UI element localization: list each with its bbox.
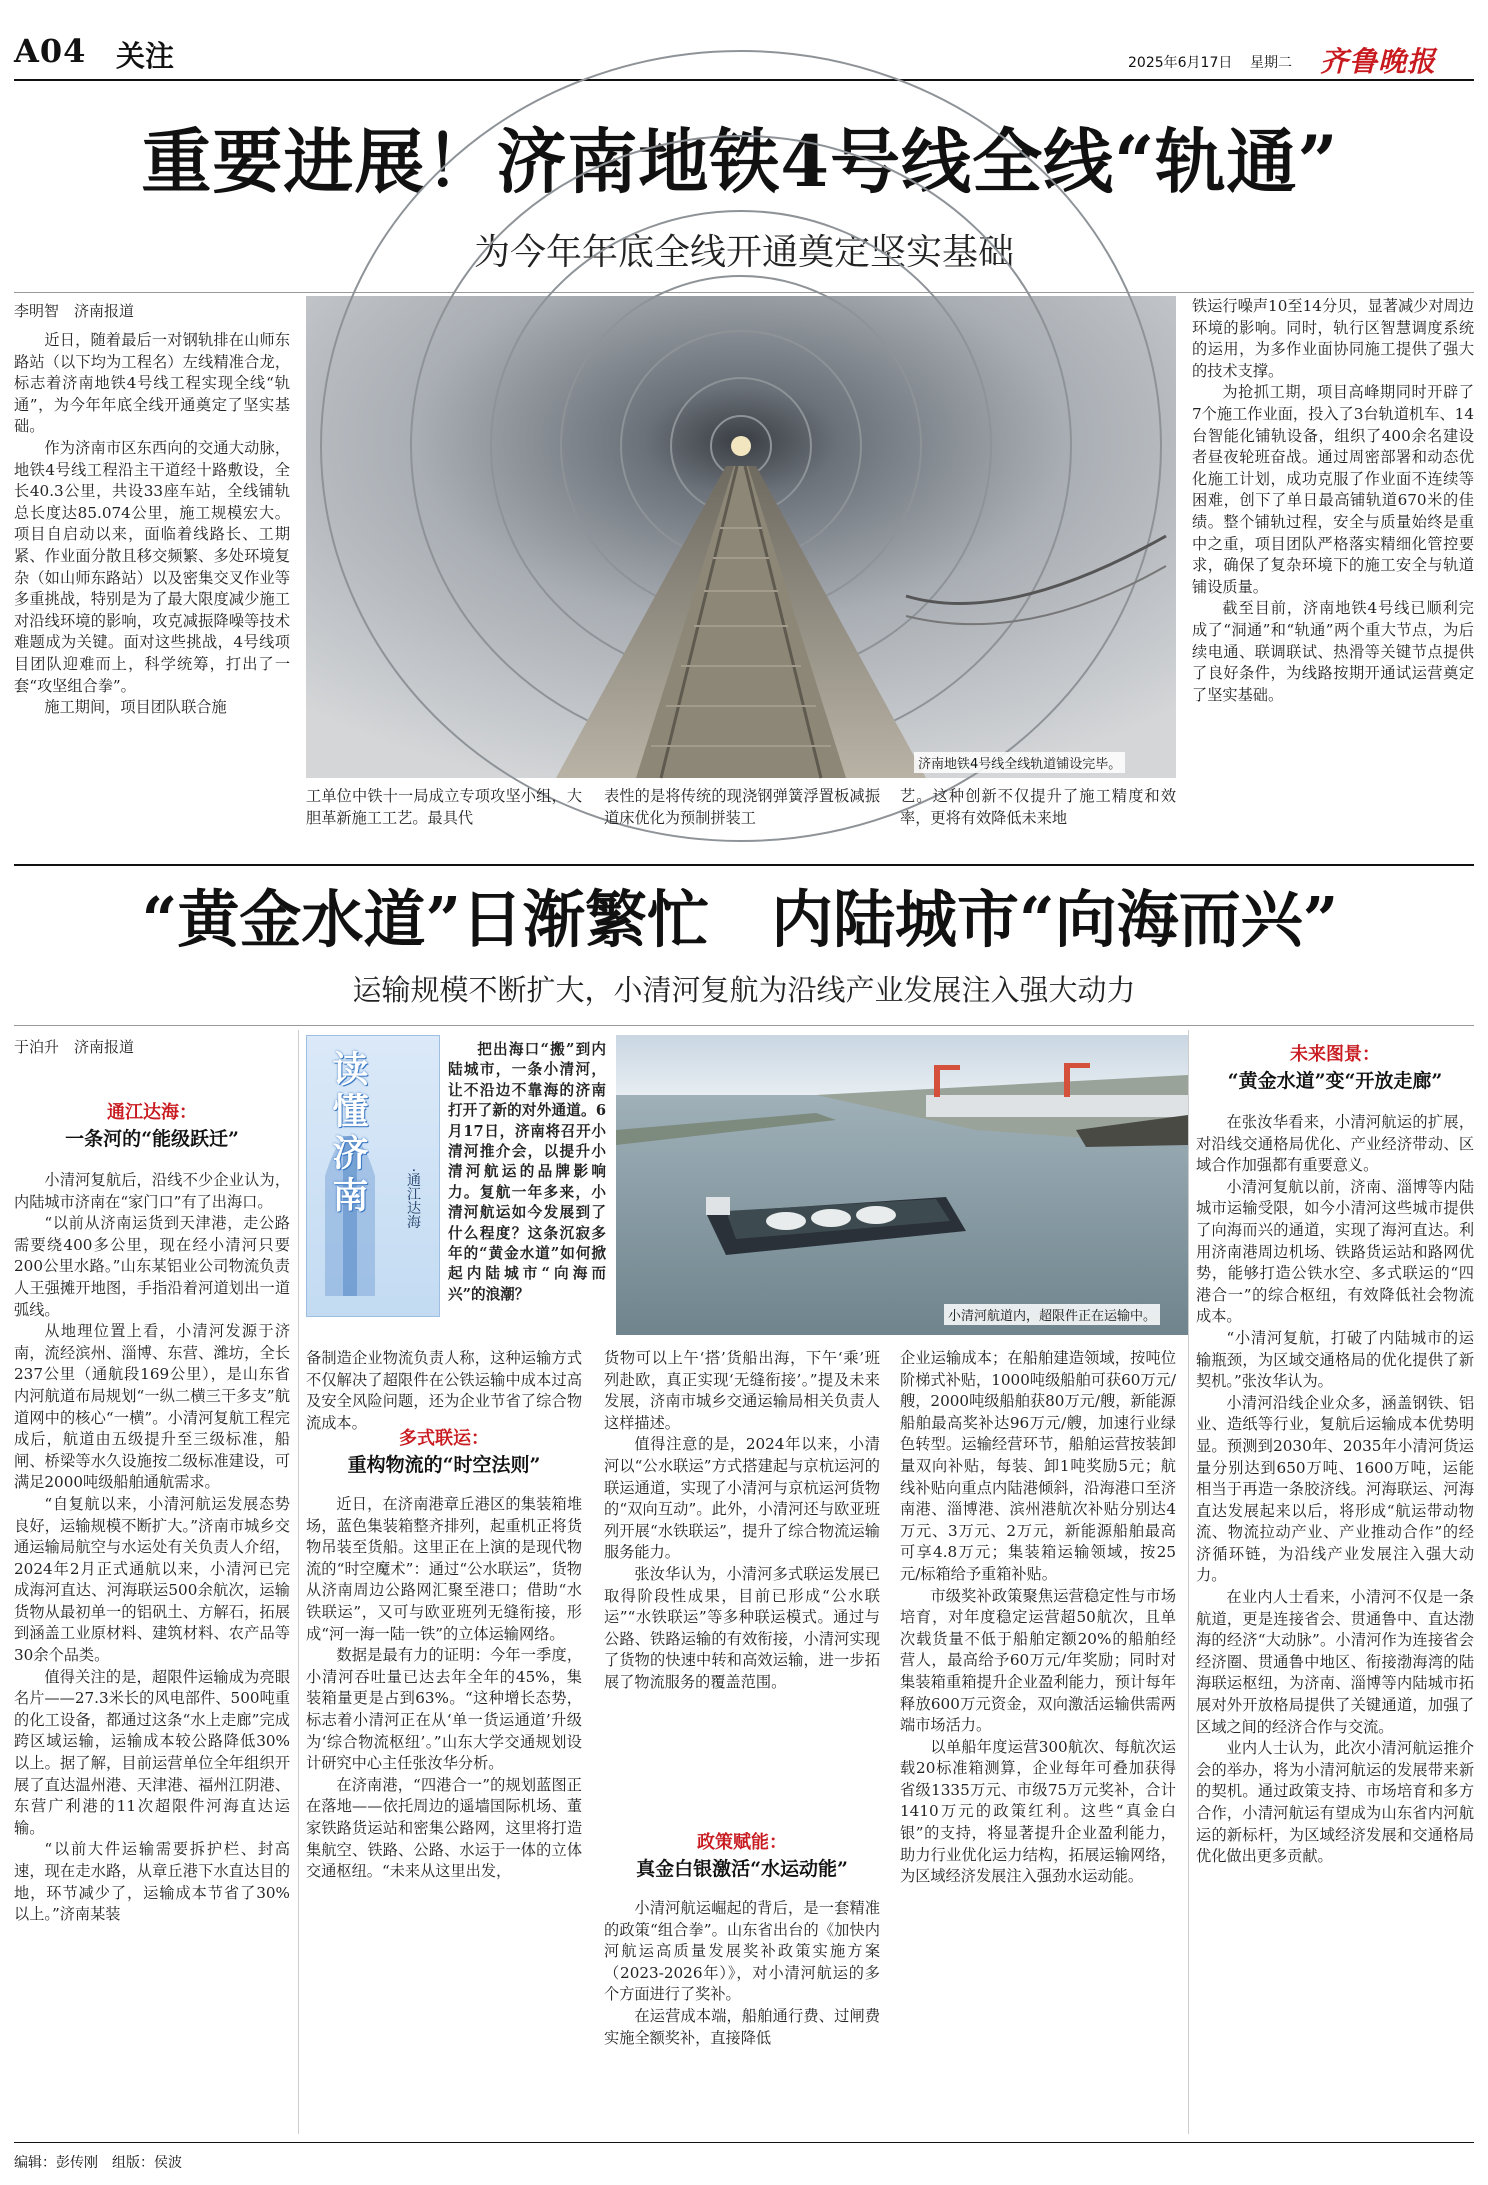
paragraph: 市级奖补政策聚焦运营稳定性与市场培育，对年度稳定运营超50航次，且单次载货量不低于船舶定额20%的船舶经营人，最高给予60万元/年奖励；同时对集装箱重箱提升企业盈利能力，预计每年释放600万元资金，双向激活运输供需两端市场活力。 xyxy=(900,1586,1176,1735)
article2-column-3 xyxy=(604,1348,880,1820)
section-name: 关注 xyxy=(116,39,175,73)
article1-byline: 李明智 济南报道 xyxy=(14,302,135,320)
article1-column-4 xyxy=(900,786,1176,846)
masthead-logo: 齐鲁晚报 xyxy=(1320,45,1437,78)
article2-top-rule xyxy=(14,1025,1474,1026)
article1-column-5 xyxy=(1192,296,1474,852)
article2-intro xyxy=(448,1040,606,1330)
article2-column-2a xyxy=(306,1348,582,1432)
paragraph: 在运营成本端，船舶通行费、过闸费实施全额奖补，直接降低 xyxy=(604,2006,880,2047)
page-number: A04 xyxy=(14,32,87,70)
paragraph: 小清河航运崛起的背后，是一套精准的政策“组合拳”。山东省出台的《加快内河航运高质量发展奖补政策实施方案（2023-2026年）》，对小清河航运的多个方面进行了奖补。 xyxy=(604,1899,880,2004)
editor-credit: 编辑：彭传刚 组版：侯波 xyxy=(14,2155,182,2171)
article2-photo-caption: 小清河航道内，超限件正在运输中。 xyxy=(944,1304,1160,1325)
section-title: 一条河的“能级跃迁” xyxy=(65,1128,239,1150)
article1-headline: 重要进展！济南地铁4号线全线“轨通” xyxy=(141,120,1339,203)
paragraph: 小清河沿线企业众多，涵盖钢铁、铝业、造纸等行业，复航后运输成本优势明显。预测到2030年、2035年小清河货运量分别达到650万吨、1600万吨，运能相当于再造一条胶济线。河海联运、河海直达发展起来以后，将形成“航运带动物流、物流拉动产业、产业推动合作”的经济循环链，为沿线产业发展注入强大动力。 xyxy=(1196,1393,1474,1585)
section-label: 通江达海： xyxy=(107,1102,197,1123)
article1-column-2 xyxy=(306,786,582,846)
paragraph: 在张汝华看来，小清河航运的扩展，对沿线交通格局优化、产业经济带动、区域合作加强都有重要意义。 xyxy=(1196,1113,1474,1175)
paragraph: “小清河复航，打破了内陆城市的运输瓶颈，为区域交通格局的优化提供了新契机。”张汝华认为。 xyxy=(1196,1328,1474,1391)
section-heading-4 xyxy=(1196,1040,1474,1093)
paragraph: 铁运行噪声10至14分贝，显著减少对周边环境的影响。同时，轨行区智慧调度系统的运用，为多作业面协同施工提供了强大的技术支撑。 xyxy=(1192,297,1474,380)
paragraph: 小清河复航以前，济南、淄博等内陆城市运输受限，如今小清河这些城市提供了向海而兴的通道，实现了海河直达。利用济南港周边机场、铁路货运站和路网优势，能够打造公铁水空、多式联运的“四港合一”的综合枢纽，有效降低社会物流成本。 xyxy=(1196,1177,1474,1326)
paragraph: 在业内人士看来，小清河不仅是一条航道，更是连接省会、贯通鲁中、直达渤海的经济“大动脉”。小清河作为连接省会经济圈、贯通鲁中地区、衔接渤海湾的陆海联运枢纽，为济南、淄博等内陆城市拓展对外开放格局提供了关键通道，加强了区域之间的经济合作与交流。 xyxy=(1196,1588,1474,1736)
article2-byline: 于泊升 济南报道 xyxy=(14,1038,135,1056)
column-separator xyxy=(1188,1030,1189,2134)
paragraph: 数据是最有力的证明：今年一季度，小清河吞吐量已达去年全年的45%，集装箱量更是占到63%。“这种增长态势，标志着小清河正在从‘单一货运通道’升级为‘综合物流枢纽’。”山东大学交通规划设计研究中心主任张汝华分析。 xyxy=(306,1646,582,1773)
badge-subtitle: ·通江达海 xyxy=(405,1168,421,1229)
paragraph: 在济南港，“四港合一”的规划蓝图正在落地——依托周边的遥墙国际机场、董家铁路货运站和密集公路网，这里将打造集航空、铁路、公路、水运于一体的立体交通枢纽。“未来从这里出发， xyxy=(306,1775,582,1881)
river-photo xyxy=(616,1035,1188,1335)
paragraph: 以单船年度运营300航次、每航次运载20标准箱测算，企业每年可叠加获得省级1335万元、市级75万元奖补，合计1410万元的政策红利。这些“真金白银”的支持，将显著提升企业盈利能力，助力行业优化运力结构，拓展运输网络，为区域经济发展注入强劲水运动能。 xyxy=(900,1737,1176,1886)
column-separator xyxy=(298,1030,299,2134)
paragraph: 把出海口“搬”到内陆城市，一条小清河，让不沿边不靠海的济南打开了新的对外通道。6月17日，济南将召开小清河推介会，以提升小清河航运的品牌影响力。复航一年多来，小清河航运如今发展到了什么程度？这条沉寂多年的“黄金水道”如何掀起内陆城市“向海而兴”的浪潮？ xyxy=(448,1041,606,1303)
section-label: 政策赋能： xyxy=(697,1832,787,1853)
section-heading-3 xyxy=(604,1828,880,1881)
paragraph: 业内人士认为，此次小清河航运推介会的举办，将为小清河航运的发展带来新的契机。通过政策支持、市场培育和多方合作，小清河航运有望成为山东省内河航运的新标杆，为区域经济发展和交通格局优化做出更多贡献。 xyxy=(1196,1739,1474,1866)
paragraph: 张汝华认为，小清河多式联运发展已取得阶段性成果，目前已形成“公水联运”“水铁联运”等多种联运模式。通过与公路、铁路运输的有效衔接，小清河实现了货物的快速中转和高效运输，进一步拓展了物流服务的覆盖范围。 xyxy=(604,1564,880,1691)
paragraph: 值得关注的是，超限件运输成为亮眼名片——27.3米长的风电部件、500吨重的化工设备，都通过这条“水上走廊”完成跨区域运输，运输成本较公路降低30%以上。据了解，目前运营单位全年组织开展了直达温州港、天津港、福州江阴港、东营广利港的11次超限件河海直达运输。 xyxy=(14,1667,290,1837)
paragraph: 小清河复航后，沿线不少企业认为，内陆城市济南在“家门口”有了出海口。 xyxy=(14,1171,290,1211)
article1-column-1 xyxy=(14,330,290,852)
article1-column-3 xyxy=(604,786,880,846)
paragraph: 艺。这种创新不仅提升了施工精度和效率，更将有效降低未来地 xyxy=(900,787,1176,827)
section-label: 未来图景： xyxy=(1290,1044,1380,1065)
article2-column-5 xyxy=(1196,1112,1474,2134)
paragraph: 企业运输成本；在船舶建造领域，按吨位阶梯式补贴，1000吨级船舶可获60万元/艘，2000吨级船舶获80万元/艘，新能源船舶最高奖补达96万元/艘，加速行业绿色转型。运输经营环节，船舶运营按装卸量双向补贴，每装、卸1吨奖励5元；航线补贴向重点内陆港倾斜，沿海港口至济南港、淄博港、滨州港航次补贴分别达4万元、3万元、2万元，新能源船舶最高可享4.8万元；集装箱运输领域，按25元/标箱给予重箱补贴。 xyxy=(900,1349,1176,1583)
paragraph: 施工期间，项目团队联合施 xyxy=(44,698,227,717)
section-heading-2 xyxy=(306,1424,582,1477)
footer-rule xyxy=(14,2142,1474,2143)
paragraph: 货物可以上午‘搭’货船出海，下午‘乘’班列赴欧，真正实现‘无缝衔接’。”提及未来发展，济南市城乡交通运输局相关负责人这样描述。 xyxy=(604,1349,880,1432)
paragraph: 为抢抓工期，项目高峰期同时开辟了7个施工作业面，投入了3台轨道机车、14台智能化铺轨设备，组织了400余名建设者昼夜轮班奋战。通过周密部署和动态优化施工计划，成功克服了作业面不连续等困难，创下了单日最高铺轨道670米的佳绩。整个铺轨过程，安全与质量始终是重中之重，项目团队严格落实精细化管控要求，确保了复杂环境下的施工安全与轨道铺设质量。 xyxy=(1192,383,1474,596)
article2-column-4 xyxy=(900,1348,1176,2134)
paragraph: 从地理位置上看，小清河发源于济南，流经滨州、淄博、东营、潍坊，全长237公里（通航段169公里），是山东省内河航道布局规划“一纵二横三干多支”航道网中的核心“一横”。小清河复航工程完成后，航道由五级提升至三级标准，船闸、桥梁等水久设施按二级标准建设，可满足2000吨级船舶通航需求。 xyxy=(14,1322,290,1492)
badge-title: 读懂济南 xyxy=(327,1050,368,1218)
paragraph: “自复航以来，小清河航运发展态势良好，运输规模不断扩大。”济南市城乡交通运输局航空与水运处有关负责人介绍，2024年2月正式通航以来，小清河已完成海河直达、河海联运500余航次，运输货物从最初单一的铝矾土、方解石，拓展到涵盖工业原材料、建筑材料、农产品等30余个品类。 xyxy=(14,1494,290,1665)
header-rule xyxy=(14,79,1474,81)
section-title: “黄金水道”变“开放走廊” xyxy=(1227,1070,1443,1092)
section-title: 重构物流的“时空法则” xyxy=(347,1454,541,1476)
paragraph: 表性的是将传统的现浇钢弹簧浮置板减振道床优化为预制拼装工 xyxy=(604,787,880,827)
article1-photo-caption: 济南地铁4号线全线轨道铺设完毕。 xyxy=(914,752,1125,773)
paragraph: 工单位中铁十一局成立专项攻坚小组，大胆革新施工工艺。最具代 xyxy=(306,787,582,827)
tunnel-photo xyxy=(306,296,1176,778)
paragraph: 近日，随着最后一对钢轨排在山师东路站（以下均为工程名）左线精准合龙，标志着济南地铁4号线工程实现全线“轨通”，为今年年底全线开通奠定了坚实基础。 xyxy=(14,331,290,436)
article2-column-2b xyxy=(306,1494,582,2134)
article1-subhead: 为今年年底全线开通奠定坚实基础 xyxy=(473,232,1014,273)
paragraph: “以前大件运输需要拆护栏、封高速，现在走水路，从章丘港下水直达目的地，环节减少了，运输成本节省了30%以上。”济南某装 xyxy=(14,1840,290,1924)
paragraph: 值得注意的是，2024年以来，小清河以“公水联运”方式搭建起与京杭运河的联运通道，实现了小清河与京杭运河货物的“双向互动”。此外，小清河还与欧亚班列开展“水铁联运”，提升了综合物流运输服务能力。 xyxy=(604,1435,880,1562)
issue-date: 2025年6月17日 xyxy=(1128,55,1233,71)
article2-headline: “黄金水道”日渐繁忙 内陆城市“向海而兴” xyxy=(141,883,1339,956)
section-heading-1 xyxy=(14,1098,290,1151)
section-label: 多式联运： xyxy=(399,1428,489,1449)
section-title: 真金白银激活“水运动能” xyxy=(636,1858,848,1880)
paragraph: “以前从济南运货到天津港，走公路需要绕400多公里，现在经小清河只要200公里水路。”山东某铝业公司物流负责人王强摊开地图，手指沿着河道划出一道弧线。 xyxy=(14,1214,290,1319)
paragraph: 截至目前，济南地铁4号线已顺利完成了“洞通”和“轨通”两个重大节点，为后续电通、联调联试、热滑等关键节点提供了良好条件，为线路按期开通试运营奠定了坚实基础。 xyxy=(1192,599,1474,704)
issue-weekday: 星期二 xyxy=(1250,55,1292,71)
article2-subhead: 运输规模不断扩大，小清河复航为沿线产业发展注入强大动力 xyxy=(352,973,1136,1007)
paragraph: 作为济南市区东西向的交通大动脉，地铁4号线工程沿主干道经十路敷设，全长40.3公里，共设33座车站，全线铺轨总长度达85.074公里，施工规模宏大。项目自启动以来，面临着线路长、工期紧、作业面分散且移交频繁、多处环境复杂（如山师东路站）以及密集交叉作业等多重挑战，特别是为了最大限度减少施工对沿线环境的影响，攻克减振降噪等技术难题成为关键。面对这些挑战，4号线项目团队迎难而上，科学统筹，打出了一套“攻坚组合拳”。 xyxy=(14,438,290,695)
article-divider xyxy=(14,864,1474,866)
article2-column-1 xyxy=(14,1170,290,2134)
series-badge xyxy=(306,1035,440,1317)
article1-top-rule xyxy=(14,292,1474,293)
article2-column-3b xyxy=(604,1898,880,2134)
paragraph: 近日，在济南港章丘港区的集装箱堆场，蓝色集装箱整齐排列，起重机正将货物吊装至货船。这里正在上演的是现代物流的“时空魔术”：通过“公水联运”，货物从济南周边公路网汇聚至港口；借助“水铁联运”，又可与欧亚班列无缝衔接，形成“河一海一陆一铁”的立体运输网络。 xyxy=(306,1495,582,1643)
paragraph: 备制造企业物流负责人称，这种运输方式不仅解决了超限件在公铁运输中成本过高及安全风险问题，还为企业节省了综合物流成本。 xyxy=(306,1349,582,1432)
